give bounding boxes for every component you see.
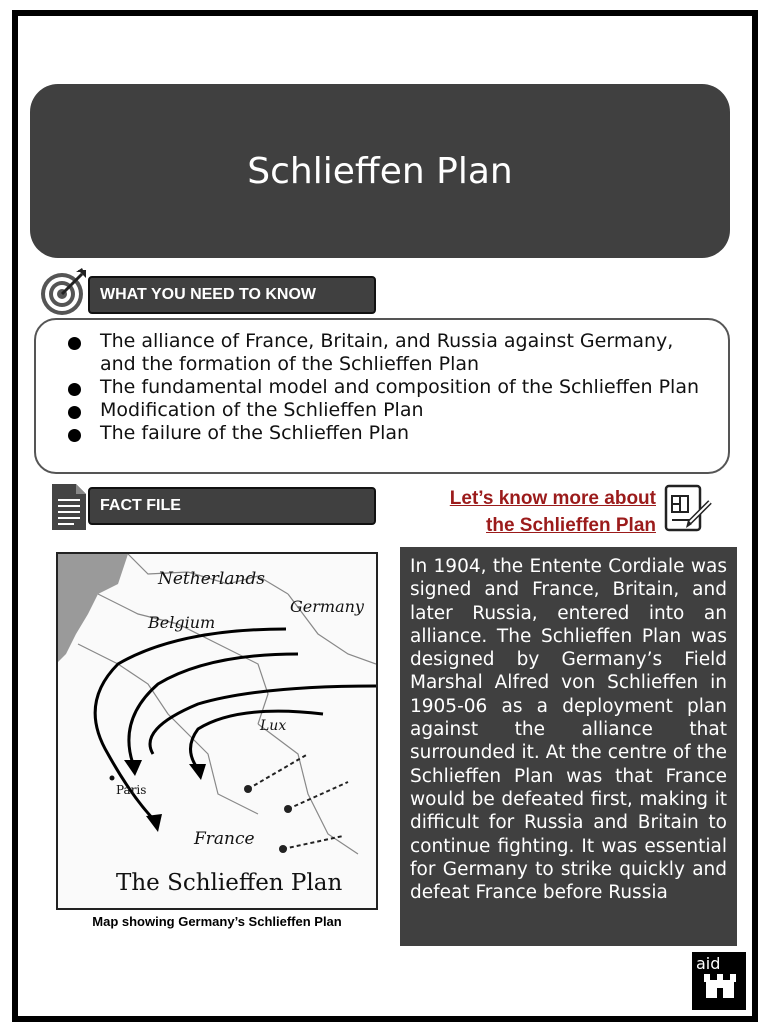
map-label-germany: Germany xyxy=(290,597,364,616)
fact-file-label xyxy=(88,487,376,525)
map-label-france: France xyxy=(194,829,255,849)
list-item: The alliance of France, Britain, and Russia against Germany, and the formation of the Schlieffen Plan xyxy=(68,330,708,376)
logo-text: aid xyxy=(696,954,721,973)
fact-file-text: In 1904, the Entente Cordiale was signed and France, Britain, and later Russia, entered into an alliance. The Schlieffen Plan was designed by Germany’s Field Marshal Alfred von Schlieffen in 1905-06 as a deployment plan against the alliance that surrounded it. At the centre of the Schlieffen Plan was that France would be defeated first, making it difficult for Russia and Britain to continue fighting. It was essential for Germany to strike quickly and defeat France before Russia xyxy=(400,547,737,946)
section-label-text: FACT FILE xyxy=(100,497,181,514)
list-item: The failure of the Schlieffen Plan xyxy=(68,422,708,445)
map-label-belgium: Belgium xyxy=(148,613,216,632)
map-title: The Schlieffen Plan xyxy=(116,870,343,896)
title-banner xyxy=(30,84,730,258)
section-label-text: WHAT YOU NEED TO KNOW xyxy=(100,286,316,303)
plan-drawing-icon xyxy=(662,482,718,534)
page-title: Schlieffen Plan xyxy=(247,150,513,192)
lets-know-line-1: Let’s know more about xyxy=(449,488,656,509)
logo xyxy=(692,952,746,1010)
lets-know-more-heading xyxy=(450,485,656,539)
lets-know-line-2: the Schlieffen Plan xyxy=(486,515,656,536)
list-item: Modification of the Schlieffen Plan xyxy=(68,399,708,422)
need-to-know-list xyxy=(36,320,728,445)
map-caption: Map showing Germany’s Schlieffen Plan xyxy=(92,914,342,929)
what-you-need-to-know-label xyxy=(88,276,376,314)
map-label-paris: Paris xyxy=(116,783,147,797)
schlieffen-map xyxy=(56,552,378,910)
document-icon xyxy=(48,482,88,532)
castle-icon xyxy=(692,952,746,1010)
map-label-lux: Lux xyxy=(260,718,287,734)
map-label-netherlands: Netherlands xyxy=(158,569,266,589)
need-to-know-box xyxy=(34,318,730,474)
map-illustration xyxy=(58,554,376,908)
list-item: The fundamental model and composition of the Schlieffen Plan xyxy=(68,376,708,399)
target-icon xyxy=(38,266,90,318)
